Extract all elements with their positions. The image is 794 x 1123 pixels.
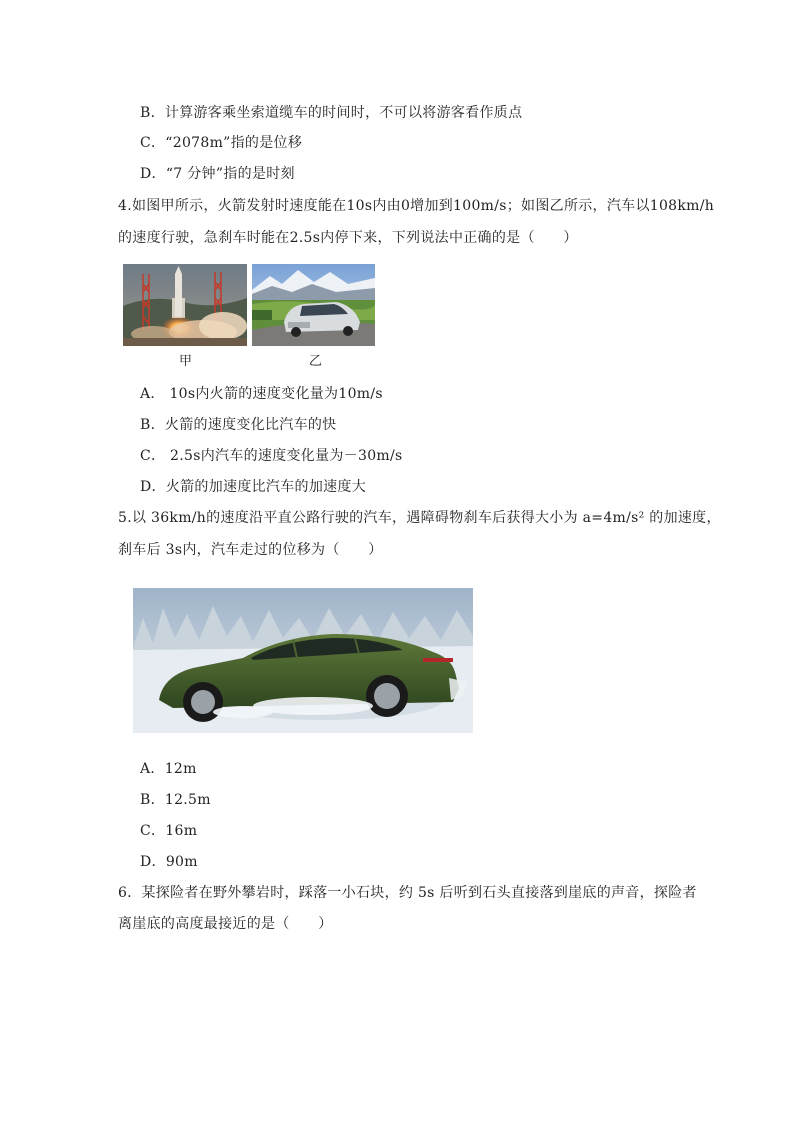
q5-stem-line2: 刹车后 3s内，汽车走过的位移为（ ） <box>118 542 383 558</box>
q3-option-c: C．“2078m”指的是位移 <box>140 135 303 151</box>
q4-option-d: D．火箭的加速度比汽车的加速度大 <box>140 479 367 495</box>
q3-option-d: D．“7 分钟”指的是时刻 <box>140 166 295 182</box>
q4-option-b: B．火箭的速度变化比汽车的快 <box>140 417 337 433</box>
q5-option-b: B．12.5m <box>140 792 211 808</box>
snow-car-image <box>133 588 473 733</box>
q5-stem-line1: 5.以 36km/h的速度沿平直公路行驶的汽车，遇障碍物刹车后获得大小为 a=4m/s² 的加速度， <box>118 510 721 526</box>
q4-option-a: A． 10s内火箭的速度变化量为10m/s <box>140 386 383 402</box>
caption-jia: 甲 <box>179 354 193 369</box>
q5-option-a: A．12m <box>140 761 197 777</box>
q4-option-c: C． 2.5s内汽车的速度变化量为－30m/s <box>140 448 403 464</box>
q3-option-b: B．计算游客乘坐索道缆车的时间时，不可以将游客看作质点 <box>140 105 523 121</box>
q6-stem-line2: 离崖底的高度最接近的是（ ） <box>118 916 333 932</box>
q5-option-d: D．90m <box>140 854 198 870</box>
rocket-launch-image <box>123 264 247 346</box>
caption-yi: 乙 <box>309 354 323 369</box>
q4-stem-line2: 的速度行驶，急刹车时能在2.5s内停下来，下列说法中正确的是（ ） <box>118 230 578 246</box>
q4-stem-line1: 4.如图甲所示，火箭发射时速度能在10s内由0增加到100m/s；如图乙所示，汽车以108km/h <box>118 198 715 214</box>
car-road-image <box>252 264 375 346</box>
q6-stem-line1: 6．某探险者在野外攀岩时，踩落一小石块，约 5s 后听到石头直接落到崖底的声音，探险者 <box>118 885 697 901</box>
q5-option-c: C．16m <box>140 823 198 839</box>
